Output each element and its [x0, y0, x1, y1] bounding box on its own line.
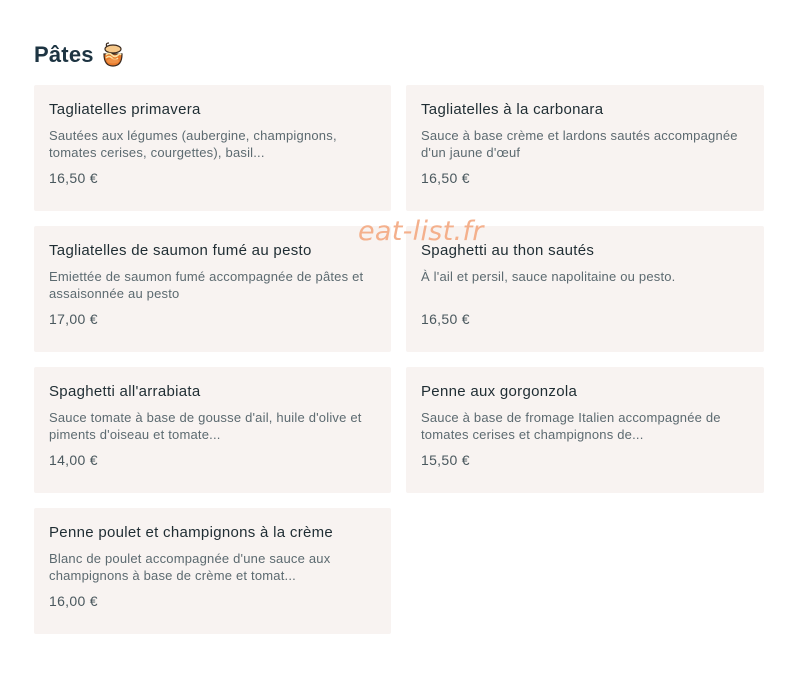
- menu-item-price: 14,00 €: [49, 452, 98, 468]
- menu-item-card[interactable]: [34, 367, 391, 493]
- menu-item-price: 16,00 €: [49, 593, 98, 609]
- menu-item-card[interactable]: [406, 226, 764, 352]
- menu-item-card[interactable]: [406, 367, 764, 493]
- menu-item-name: Tagliatelles à la carbonara: [421, 101, 604, 118]
- menu-item-description: Sauce à base de fromage Italien accompagnée de tomates cerises et champignons de...: [421, 410, 721, 442]
- menu-item-card[interactable]: [34, 85, 391, 211]
- menu-item-description: Emiettée de saumon fumé accompagnée de pâtes et assaisonnée au pesto: [49, 269, 364, 301]
- menu-item-name: Penne poulet et champignons à la crème: [49, 524, 334, 541]
- menu-item-price: 16,50 €: [421, 311, 470, 327]
- menu-item-card[interactable]: [34, 226, 391, 352]
- menu-item-description: Sautées aux légumes (aubergine, champignons, tomates cerises, courgettes), basil...: [49, 128, 337, 160]
- menu-item-card[interactable]: [34, 508, 391, 634]
- menu-item-price: 15,50 €: [421, 452, 470, 468]
- menu-item-price: 16,50 €: [421, 170, 470, 186]
- menu-grid: [34, 85, 764, 634]
- menu-item-price: 16,50 €: [49, 170, 98, 186]
- section-header: [34, 38, 764, 72]
- menu-item-name: Tagliatelles de saumon fumé au pesto: [49, 242, 312, 259]
- menu-item-name: Penne aux gorgonzola: [421, 383, 578, 400]
- menu-section-pates: [34, 38, 764, 634]
- menu-item-description: À l'ail et persil, sauce napolitaine ou pesto.: [421, 269, 676, 284]
- menu-item-description: Blanc de poulet accompagnée d'une sauce aux champignons à base de crème et tomat...: [49, 551, 331, 583]
- menu-item-description: Sauce tomate à base de gousse d'ail, huile d'olive et piments d'oiseau et tomate...: [49, 410, 362, 442]
- section-title: Pâtes: [34, 42, 94, 67]
- menu-item-name: Tagliatelles primavera: [49, 101, 201, 118]
- menu-item-name: Spaghetti all'arrabiata: [49, 383, 201, 400]
- watermark: eat-list.fr: [358, 216, 484, 247]
- menu-item-description: Sauce à base crème et lardons sautés accompagnée d'un jaune d'œuf: [421, 128, 738, 160]
- menu-item-price: 17,00 €: [49, 311, 98, 327]
- menu-item-name: Spaghetti au thon sautés: [421, 242, 595, 259]
- pasta-bowl-icon: [101, 42, 125, 68]
- menu-item-card[interactable]: [406, 85, 764, 211]
